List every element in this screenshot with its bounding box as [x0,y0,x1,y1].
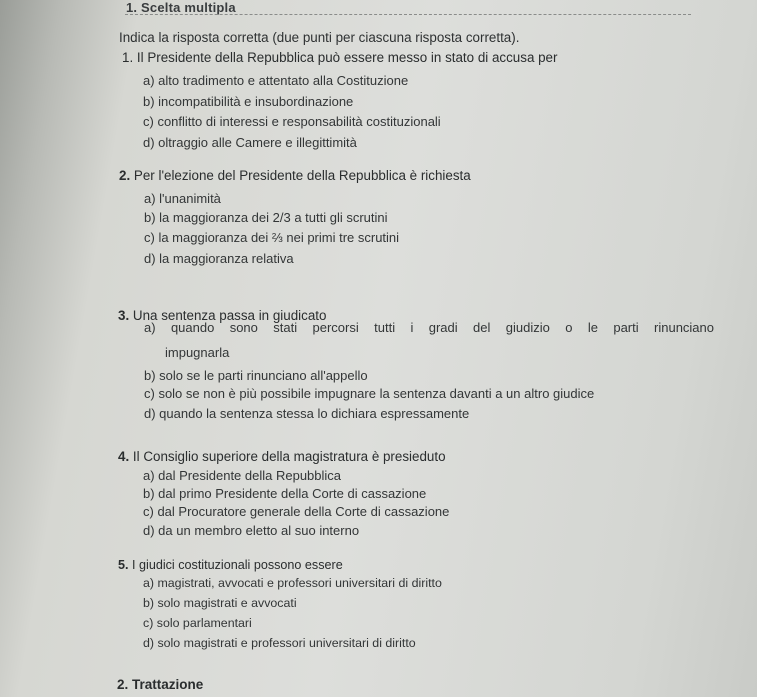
question-stem: Una sentenza passa in giudicato [132,308,327,323]
option-d[interactable]: d) quando la sentenza stessa lo dichiara espressamente [144,406,470,421]
question-stem: I giudici costituzionali possono essere [132,558,343,572]
option-a[interactable]: a) dal Presidente della Repubblica [143,468,342,483]
option-c[interactable]: c) dal Procuratore generale della Corte di cassazione [143,504,450,519]
question-number: 2. [119,168,131,183]
question-number: 4. [118,449,130,464]
option-c[interactable]: c) conflitto di interessi e responsabilità costituzionali [143,114,441,129]
question-number: 1. [122,50,134,65]
question-stem: Il Consiglio superiore della magistratura è presieduto [132,449,446,464]
option-c[interactable]: c) solo se non è più possibile impugnare la sentenza davanti a un altro giudice [144,386,595,401]
option-b[interactable]: b) la maggioranza dei 2/3 a tutti gli scrutini [144,210,388,225]
option-b[interactable]: b) incompatibilità e insubordinazione [143,94,354,109]
option-d[interactable]: d) la maggioranza relativa [144,251,294,266]
title-underline [125,14,691,15]
option-b[interactable]: b) dal primo Presidente della Corte di cassazione [143,486,427,501]
option-a[interactable]: a) alto tradimento e attentato alla Costituzione [143,73,409,88]
option-a-continuation: impugnarla [165,345,230,360]
question-text [118,558,343,572]
option-d[interactable]: d) solo magistrati e professori universitari di diritto [143,636,416,650]
option-a[interactable]: a) l'unanimità [144,191,221,206]
option-a[interactable]: a) magistrati, avvocati e professori universitari di diritto [143,576,442,590]
section-title: 1. Scelta multipla [126,0,236,15]
question-text [118,449,446,464]
question-number: 5. [118,558,129,572]
option-d[interactable]: d) da un membro eletto al suo interno [143,523,360,538]
option-b[interactable]: b) solo se le parti rinunciano all'appello [144,368,368,383]
next-section-title: 2. Trattazione [117,677,204,692]
question-number: 3. [118,308,130,323]
instructions: Indica la risposta corretta (due punti per ciascuna risposta corretta). [119,30,520,45]
question-text [119,168,471,183]
option-a[interactable]: a) quando sono stati percorsi tutti i gradi del giudizio o le parti rinunciano [144,320,714,335]
question-text [122,50,557,65]
question-stem: Il Presidente della Repubblica può essere messo in stato di accusa per [136,50,558,65]
question-stem: Per l'elezione del Presidente della Repubblica è richiesta [133,168,471,183]
option-c[interactable]: c) solo parlamentari [143,616,252,630]
option-c[interactable]: c) la maggioranza dei ⅔ nei primi tre scrutini [144,230,400,245]
option-b[interactable]: b) solo magistrati e avvocati [143,596,297,610]
option-d[interactable]: d) oltraggio alle Camere e illegittimità [143,135,357,150]
